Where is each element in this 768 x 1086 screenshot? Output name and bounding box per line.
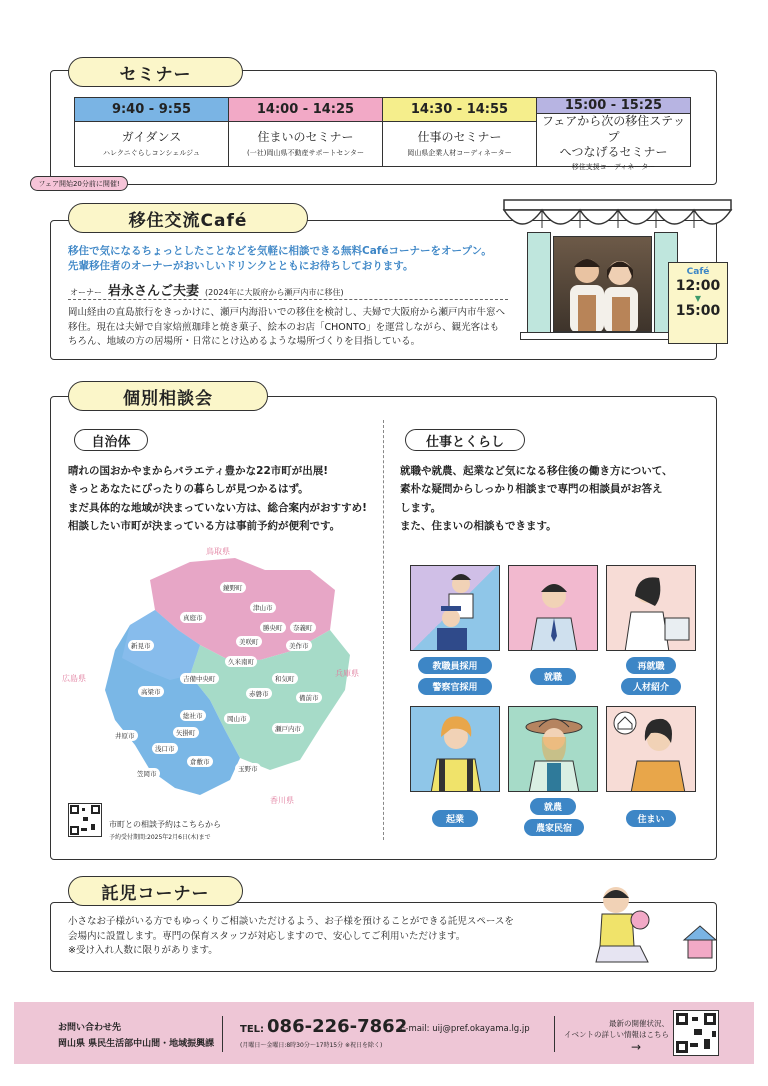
map-town: 倉敷市 xyxy=(187,756,213,767)
map-town: 美作市 xyxy=(286,640,312,651)
childcare-line: 会場内に設置します。専門の保育スタッフが対応しますので、安心してご利用いただけます。 xyxy=(68,930,466,942)
qr-caption: 市町との相談予約はこちらから xyxy=(109,820,221,829)
childcare-line: 小さなお子様がいる方でもゆっくりご相談いただけるよう、お子様を預けることができる託児スペースを xyxy=(68,916,514,927)
child-playing-illustration xyxy=(588,880,728,975)
employment-illustration xyxy=(508,565,598,651)
cafe-lead-2: 先輩移住者のオーナーがおいしいドリンクとともにお待ちしております。 xyxy=(68,260,414,272)
startup-illustration xyxy=(410,706,500,792)
map-town: 総社市 xyxy=(180,710,206,721)
tag-employment: 就職 xyxy=(530,668,576,685)
tag-police-hiring: 警察官採用 xyxy=(418,678,492,695)
qr-period: 予約受付期間:2025年2月6日(木)まで xyxy=(109,834,211,841)
cafe-window-left-shutter xyxy=(527,232,551,340)
teacher-police-illustration xyxy=(410,565,500,651)
municipality-line: 晴れの国おかやまからバラエティ豊かな22市町が出展! xyxy=(68,465,329,477)
tag-farming: 就農 xyxy=(530,798,576,815)
session-speaker: 岡山県企業人材コーディネーター xyxy=(407,149,512,158)
farming-illustration xyxy=(508,706,598,792)
map-town: 和気町 xyxy=(272,673,298,684)
tag-reemployment: 再就職 xyxy=(626,657,676,674)
map-town: 備前市 xyxy=(296,692,322,703)
owner-name: 岩永さんご夫妻 xyxy=(108,284,200,299)
tag-staffing: 人材紹介 xyxy=(621,678,681,695)
contact-footer xyxy=(14,1002,754,1064)
work-life-line: します。 xyxy=(400,501,442,514)
tel-hours: (月曜日〜金曜日:8時30分〜17時15分 ※祝日を除く) xyxy=(240,1042,383,1049)
seminar-session-2 xyxy=(228,98,382,166)
session-time: 9:40 - 9:55 xyxy=(75,98,228,122)
latest-info-text xyxy=(559,1019,669,1040)
tag-housing: 住まい xyxy=(626,810,676,827)
session-title: フェアから次の移住ステップ へつなげるセミナー xyxy=(541,114,686,160)
owner-label: オーナー xyxy=(70,288,102,297)
municipality-line: きっとあなたにぴったりの暮らしが見つかるはず。 xyxy=(68,483,309,496)
session-time: 14:30 - 14:55 xyxy=(383,98,536,122)
map-town: 真庭市 xyxy=(180,612,206,623)
map-town: 美咲町 xyxy=(236,636,262,647)
latest-info-line: イベントの詳しい情報はこちら xyxy=(564,1029,669,1039)
qr-code[interactable] xyxy=(68,803,102,837)
tel-label: TEL: xyxy=(240,1024,265,1035)
map-town: 岡山市 xyxy=(224,713,250,724)
okayama-map xyxy=(60,540,380,810)
session-speaker: ハレクニぐらしコンシェルジュ xyxy=(102,149,201,158)
childcare-text xyxy=(68,915,588,959)
work-life-heading: 仕事とくらし xyxy=(405,429,525,451)
arrow-right-icon: → xyxy=(631,1040,642,1054)
consult-heading: 個別相談会 xyxy=(68,381,268,411)
work-life-text xyxy=(400,462,710,536)
seminar-session-1 xyxy=(75,98,228,166)
reemployment-illustration xyxy=(606,565,696,651)
tel-number[interactable]: 086-226-7862 xyxy=(267,1016,408,1037)
map-town: 井原市 xyxy=(112,730,138,741)
latest-info-line: 最新の開催状況、 xyxy=(609,1019,669,1028)
childcare-heading: 託児コーナー xyxy=(68,876,243,906)
footer-divider xyxy=(222,1016,223,1052)
email[interactable]: E-mail: uij@pref.okayama.lg.jp xyxy=(400,1024,530,1034)
session-title: 住まいのセミナー xyxy=(257,129,354,144)
tag-startup: 起業 xyxy=(432,810,478,827)
footer-divider xyxy=(554,1016,555,1052)
work-life-line: また、住まいの相談もできます。 xyxy=(400,520,557,533)
session-title: ガイダンス xyxy=(121,129,182,144)
cafe-divider xyxy=(68,299,508,300)
cafe-lead-1: 移住で気になるちょっとしたことなどを気軽に相談できる無料Caféコーナーをオープン。 xyxy=(68,245,492,257)
session-time: 14:00 - 14:25 xyxy=(229,98,382,122)
consult-divider xyxy=(383,420,384,840)
municipality-text xyxy=(68,462,378,536)
seminar-heading: セミナー xyxy=(68,57,243,87)
cafe-owners-photo xyxy=(553,236,652,332)
session-speaker: 移住支援コーディネーター xyxy=(571,162,656,171)
municipality-line: まだ具体的な地域が決まっていない方は、総合案内がおすすめ! xyxy=(68,501,367,514)
map-town: 勝央町 xyxy=(260,622,286,633)
tel-row xyxy=(240,1016,407,1037)
work-life-line: 就職や就農、起業など気になる移住後の働き方について、 xyxy=(400,465,673,477)
session-time: 15:00 - 15:25 xyxy=(537,98,690,114)
map-town: 奈義町 xyxy=(290,622,316,633)
tag-farm-inn: 農家民宿 xyxy=(524,819,584,836)
map-town: 久米南町 xyxy=(225,656,257,667)
footer-qr-code[interactable] xyxy=(673,1010,719,1056)
sign-end-time: 15:00 xyxy=(675,303,721,319)
sign-label: Café xyxy=(686,267,710,277)
session-speaker: (一社)岡山県不動産サポートセンター xyxy=(247,149,364,158)
map-town: 新見市 xyxy=(128,640,154,651)
map-pref-label: 広島県 xyxy=(62,674,86,683)
contact-department: 岡山県 県民生活部中山間・地域振興課 xyxy=(58,1039,215,1049)
cafe-hours-sign xyxy=(668,262,728,344)
map-town: 吉備中央町 xyxy=(180,673,219,684)
housing-illustration xyxy=(606,706,696,792)
map-town: 矢掛町 xyxy=(173,727,199,738)
sign-start-time: 12:00 xyxy=(675,278,721,294)
map-town: 津山市 xyxy=(250,602,276,613)
triangle-down-icon: ▼ xyxy=(694,294,702,303)
owner-note: (2024年に大阪府から瀬戸内市に移住) xyxy=(205,288,344,297)
seminar-session-4 xyxy=(536,98,690,171)
map-town: 高梁市 xyxy=(138,686,164,697)
cafe-owner-row xyxy=(70,280,344,299)
seminar-session-3 xyxy=(382,98,536,166)
fair-start-badge: フェア開始20分前に開催! xyxy=(30,176,128,191)
cafe-heading: 移住交流Café xyxy=(68,203,308,233)
map-town: 浅口市 xyxy=(152,743,178,754)
municipality-line: 相談したい市町が決まっている方は事前予約が便利です。 xyxy=(68,520,341,533)
seminar-schedule-table xyxy=(74,97,691,171)
map-town: 玉野市 xyxy=(235,763,261,774)
cafe-body: 岡山経由の直島旅行をきっかけに、瀬戸内海沿いでの移住を検討し、夫婦で大阪府から瀬戸内市牛窓へ移住。現在は夫婦で自家焙煎珈琲と焼き菓子、絵本のお店「CHONTO」を運営しながら、観光客はもちろん、地域の方の居場所・日常にとけ込めるような場所づくりを目指している。 xyxy=(68,307,506,348)
municipality-heading: 自治体 xyxy=(74,429,148,451)
map-town: 瀬戸内市 xyxy=(272,723,304,734)
work-life-line: 素朴な疑問からしっかり相談まで専門の相談員がお答え xyxy=(400,483,663,496)
contact-label: お問い合わせ先 xyxy=(58,1023,122,1033)
cafe-window-sill xyxy=(520,332,686,340)
map-town: 笠岡市 xyxy=(134,768,160,779)
map-pref-label: 鳥取県 xyxy=(206,547,230,556)
childcare-line: ※受け入れ人数に限りがあります。 xyxy=(68,945,218,957)
session-title: 仕事のセミナー xyxy=(417,129,502,144)
map-pref-label: 兵庫県 xyxy=(335,669,359,678)
map-town: 赤磐市 xyxy=(246,688,272,699)
map-town: 鏡野町 xyxy=(220,582,246,593)
map-pref-label: 香川県 xyxy=(270,796,294,805)
tag-teacher-hiring: 教職員採用 xyxy=(418,657,492,674)
